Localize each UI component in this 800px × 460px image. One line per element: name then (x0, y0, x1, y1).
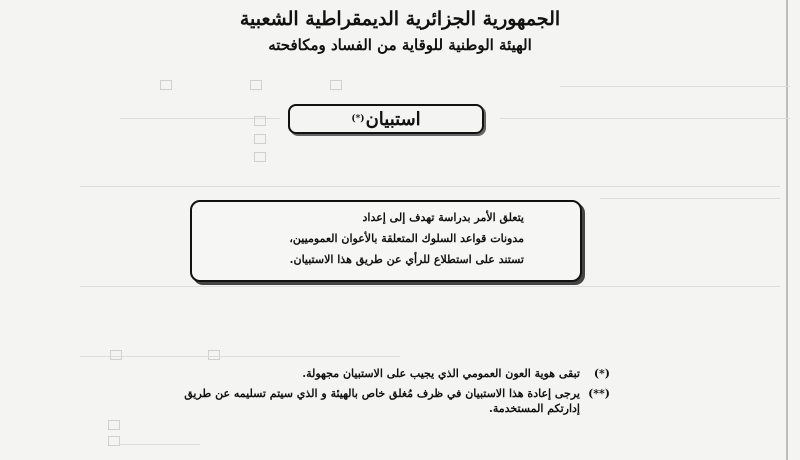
page-edge (786, 0, 788, 460)
intro-line: يتعلق الأمر بدراسة تهدف إلى إعداد (362, 211, 524, 224)
questionnaire-title-box (288, 104, 484, 134)
footnotes (170, 366, 610, 421)
questionnaire-footnote-mark: (*) (351, 114, 365, 124)
page-title: الجمهورية الجزائرية الديمقراطية الشعبية (239, 8, 561, 30)
questionnaire-title: استبيان (365, 108, 421, 130)
intro-line: مدونات قواعد السلوك المتعلقة بالأعوان العموميين، (289, 232, 524, 245)
footnote-text: يرجى إعادة هذا الاستبيان في ظرف مُغلق خاص بالهيئة و الذي سيتم تسليمه عن طريق إدارتكم المستخدمة. (184, 387, 580, 415)
intro-line: تستند على استطلاع للرأي عن طريق هذا الاستبيان. (289, 253, 524, 266)
footnote-marker: (**) (588, 387, 610, 400)
intro-box (190, 200, 582, 282)
footnote-text: تبقى هوية العون العمومي الذي يجيب على الاستبيان مجهولة. (302, 367, 580, 380)
page-subtitle: الهيئة الوطنية للوقاية من الفساد ومكافحته (268, 36, 532, 54)
footnote (170, 366, 610, 381)
footnote-marker: (*) (593, 367, 610, 380)
footnote (170, 386, 610, 416)
